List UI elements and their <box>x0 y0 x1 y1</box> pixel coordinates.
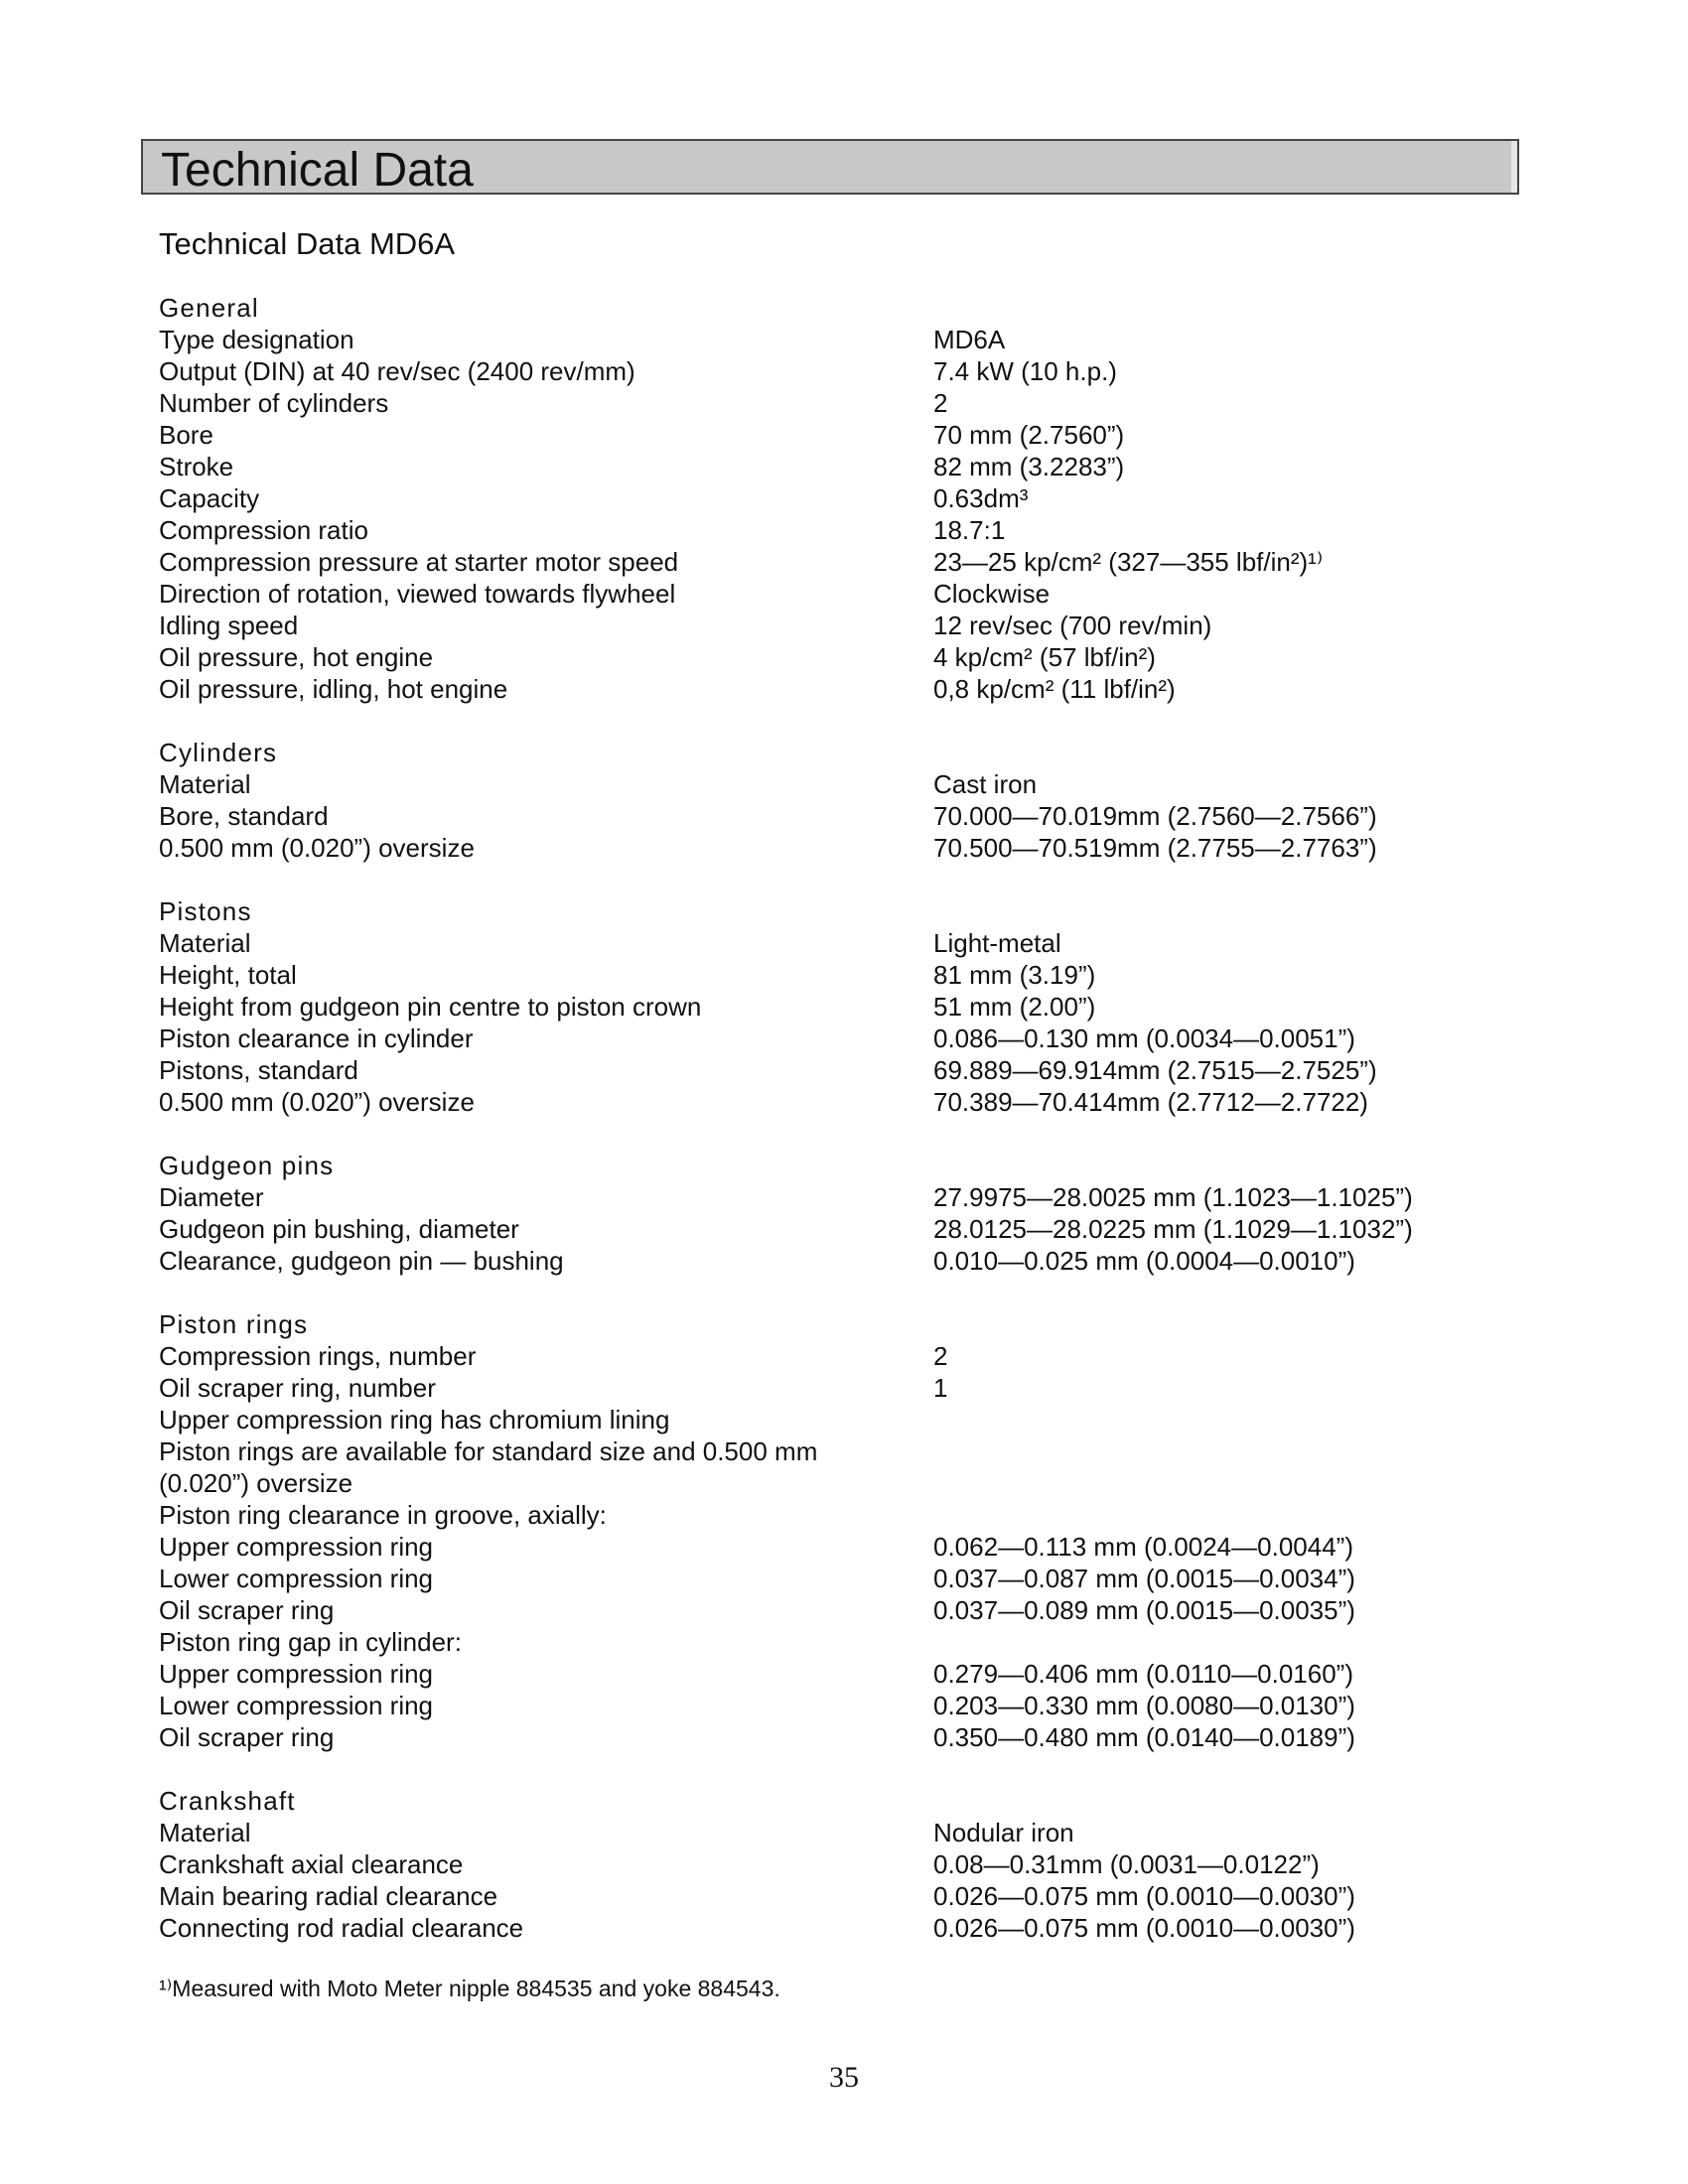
section-title-bar <box>141 139 1519 195</box>
spec-label: Piston clearance in cylinder <box>159 1024 474 1053</box>
spec-value: 0.037—0.089 mm (0.0015—0.0035”) <box>933 1595 1355 1625</box>
spec-value: 0.086—0.130 mm (0.0034—0.0051”) <box>933 1024 1355 1053</box>
spec-value: 70.389—70.414mm (2.7712—2.7722) <box>933 1087 1368 1117</box>
spec-label: 0.500 mm (0.020”) oversize <box>159 1087 475 1117</box>
spec-value: 70.500—70.519mm (2.7755—2.7763”) <box>933 833 1377 863</box>
spec-label: Upper compression ring <box>159 1659 434 1689</box>
spec-row <box>159 419 1529 451</box>
spec-row <box>159 1880 1529 1912</box>
spec-label: Compression rings, number <box>159 1341 477 1371</box>
spec-value: 0.026—0.075 mm (0.0010—0.0030”) <box>933 1913 1355 1943</box>
spec-label: Height, total <box>159 960 297 990</box>
spec-label: Number of cylinders <box>159 388 389 418</box>
spec-row <box>159 451 1529 482</box>
spec-label: Output (DIN) at 40 rev/sec (2400 rev/mm) <box>159 356 635 386</box>
spec-value: 4 kp/cm² (57 lbf/in²) <box>933 642 1156 672</box>
spec-label: Idling speed <box>159 611 299 640</box>
spec-row <box>159 355 1529 387</box>
spec-row <box>159 1499 1529 1531</box>
spec-value: 7.4 kW (10 h.p.) <box>933 356 1117 386</box>
spec-row <box>159 1023 1529 1054</box>
spec-row <box>159 1912 1529 1944</box>
spec-label: Bore <box>159 420 213 450</box>
spec-row <box>159 1340 1529 1372</box>
spec-value: 18.7:1 <box>933 515 1006 545</box>
spec-label: Height from gudgeon pin centre to piston crown <box>159 992 702 1022</box>
spec-value <box>933 1499 1529 1531</box>
spec-label: Connecting rod radial clearance <box>159 1913 524 1943</box>
spec-value: 0.010—0.025 mm (0.0004—0.0010”) <box>933 1246 1355 1276</box>
spec-label: Diameter <box>159 1182 264 1212</box>
spec-value: 23—25 kp/cm² (327—355 lbf/in²)¹⁾ <box>933 547 1324 577</box>
spec-value: 0.350—0.480 mm (0.0140—0.0189”) <box>933 1722 1355 1752</box>
spec-value <box>933 1626 1529 1658</box>
spec-label: Oil scraper ring, number <box>159 1373 436 1403</box>
spec-value: 12 rev/sec (700 rev/min) <box>933 611 1212 640</box>
spec-value: 0.026—0.075 mm (0.0010—0.0030”) <box>933 1881 1355 1911</box>
spec-value: 51 mm (2.00”) <box>933 992 1096 1022</box>
spacer <box>159 705 1529 737</box>
spec-row <box>159 768 1529 800</box>
spec-label: Lower compression ring <box>159 1691 434 1720</box>
spec-value: 81 mm (3.19”) <box>933 960 1096 990</box>
spec-label: Compression ratio <box>159 515 368 545</box>
spec-row <box>159 482 1529 514</box>
spec-row <box>159 1626 1529 1658</box>
spec-value: 1 <box>933 1373 948 1403</box>
spacer <box>159 864 1529 895</box>
spec-label: Gudgeon pin bushing, diameter <box>159 1214 519 1244</box>
spec-row <box>159 1086 1529 1118</box>
section-heading <box>159 1150 1529 1181</box>
spec-label: 0.500 mm (0.020”) oversize <box>159 833 475 863</box>
section-heading-label: Crankshaft <box>159 1786 296 1816</box>
spec-row <box>159 959 1529 991</box>
section-heading-label: Piston rings <box>159 1309 309 1339</box>
spec-label: Crankshaft axial clearance <box>159 1849 464 1879</box>
spec-row <box>159 1435 1529 1467</box>
section-heading <box>159 895 1529 927</box>
spec-value: 0.279—0.406 mm (0.0110—0.0160”) <box>933 1659 1353 1689</box>
spec-row <box>159 1658 1529 1690</box>
spec-value: 70 mm (2.7560”) <box>933 420 1125 450</box>
spec-label: Lower compression ring <box>159 1564 434 1593</box>
spec-row <box>159 927 1529 959</box>
spec-value <box>933 1435 1529 1467</box>
spacer <box>159 1277 1529 1308</box>
section-heading-label: Gudgeon pins <box>159 1151 335 1180</box>
spec-row <box>159 324 1529 355</box>
section-heading <box>159 292 1529 324</box>
spec-row <box>159 1721 1529 1753</box>
spec-value: 0.63dm³ <box>933 483 1029 513</box>
spec-value: 2 <box>933 388 948 418</box>
spec-value: Cast iron <box>933 769 1038 799</box>
spacer <box>159 1753 1529 1785</box>
section-heading <box>159 1785 1529 1817</box>
spec-value: 0,8 kp/cm² (11 lbf/in²) <box>933 674 1176 704</box>
spec-row <box>159 1181 1529 1213</box>
page-number: 35 <box>829 2061 859 2094</box>
section-heading-label: Pistons <box>159 896 252 926</box>
spec-label: Oil pressure, idling, hot engine <box>159 674 508 704</box>
spec-row <box>159 1054 1529 1086</box>
spec-value <box>933 1404 1529 1435</box>
spec-row <box>159 1245 1529 1277</box>
spec-row <box>159 1594 1529 1626</box>
spec-label: Type designation <box>159 325 354 354</box>
section-heading <box>159 1308 1529 1340</box>
spec-value: 0.062—0.113 mm (0.0024—0.0044”) <box>933 1532 1353 1562</box>
spec-row <box>159 991 1529 1023</box>
spec-value: 27.9975—28.0025 mm (1.1023—1.1025”) <box>933 1182 1413 1212</box>
spec-row <box>159 673 1529 705</box>
spec-value: 0.203—0.330 mm (0.0080—0.0130”) <box>933 1691 1355 1720</box>
spec-value: 28.0125—28.0225 mm (1.1029—1.1032”) <box>933 1214 1413 1244</box>
section-heading-label: Cylinders <box>159 738 278 767</box>
spec-value: MD6A <box>933 325 1006 354</box>
spec-value: 2 <box>933 1341 948 1371</box>
section-heading <box>159 737 1529 768</box>
spec-label: Direction of rotation, viewed towards flywheel <box>159 579 676 609</box>
spec-label: Upper compression ring <box>159 1532 434 1562</box>
spec-row <box>159 546 1529 578</box>
spec-label: (0.020”) oversize <box>159 1468 353 1498</box>
spec-label: Material <box>159 1818 251 1847</box>
spec-row <box>159 1467 1529 1499</box>
document-subtitle: Technical Data MD6A <box>159 226 456 261</box>
spec-table <box>159 292 1529 1944</box>
spec-row <box>159 1690 1529 1721</box>
spec-row <box>159 578 1529 610</box>
spec-value: Clockwise <box>933 579 1051 609</box>
spec-row <box>159 800 1529 832</box>
spec-label: Material <box>159 769 251 799</box>
spec-row <box>159 1404 1529 1435</box>
spacer <box>159 1118 1529 1150</box>
section-heading-label: General <box>159 293 259 323</box>
spec-row <box>159 1531 1529 1563</box>
page-title: Technical Data <box>161 144 474 197</box>
spec-label: Bore, standard <box>159 801 329 831</box>
spec-label: Oil scraper ring <box>159 1595 335 1625</box>
spec-label: Upper compression ring has chromium lining <box>159 1405 670 1434</box>
spec-row <box>159 832 1529 864</box>
spec-value: Light-metal <box>933 928 1061 958</box>
spec-row <box>159 1817 1529 1848</box>
spec-label: Compression pressure at starter motor speed <box>159 547 679 577</box>
spec-value: 82 mm (3.2283”) <box>933 452 1125 481</box>
spec-label: Piston rings are available for standard size and 0.500 mm <box>159 1436 818 1466</box>
spec-value: 0.08—0.31mm (0.0031—0.0122”) <box>933 1849 1320 1879</box>
spec-row <box>159 1213 1529 1245</box>
spec-label: Main bearing radial clearance <box>159 1881 498 1911</box>
spec-label: Piston ring gap in cylinder: <box>159 1627 462 1657</box>
spec-value: 70.000—70.019mm (2.7560—2.7566”) <box>933 801 1377 831</box>
spec-row <box>159 1372 1529 1404</box>
spec-label: Oil scraper ring <box>159 1722 335 1752</box>
spec-label: Clearance, gudgeon pin — bushing <box>159 1246 564 1276</box>
spec-value: Nodular iron <box>933 1818 1074 1847</box>
spec-row <box>159 610 1529 641</box>
spec-label: Piston ring clearance in groove, axially: <box>159 1500 607 1530</box>
spec-value: 69.889—69.914mm (2.7515—2.7525”) <box>933 1055 1377 1085</box>
spec-row <box>159 514 1529 546</box>
spec-value <box>933 1467 1529 1499</box>
spec-row <box>159 1563 1529 1594</box>
spec-label: Capacity <box>159 483 260 513</box>
spec-label: Material <box>159 928 251 958</box>
spec-label: Pistons, standard <box>159 1055 358 1085</box>
spec-label: Stroke <box>159 452 234 481</box>
spec-value: 0.037—0.087 mm (0.0015—0.0034”) <box>933 1564 1355 1593</box>
spec-row <box>159 1848 1529 1880</box>
footnote: ¹⁾Measured with Moto Meter nipple 884535 and yoke 884543. <box>159 1976 780 2001</box>
spec-row <box>159 387 1529 419</box>
spec-label: Oil pressure, hot engine <box>159 642 434 672</box>
spec-row <box>159 641 1529 673</box>
